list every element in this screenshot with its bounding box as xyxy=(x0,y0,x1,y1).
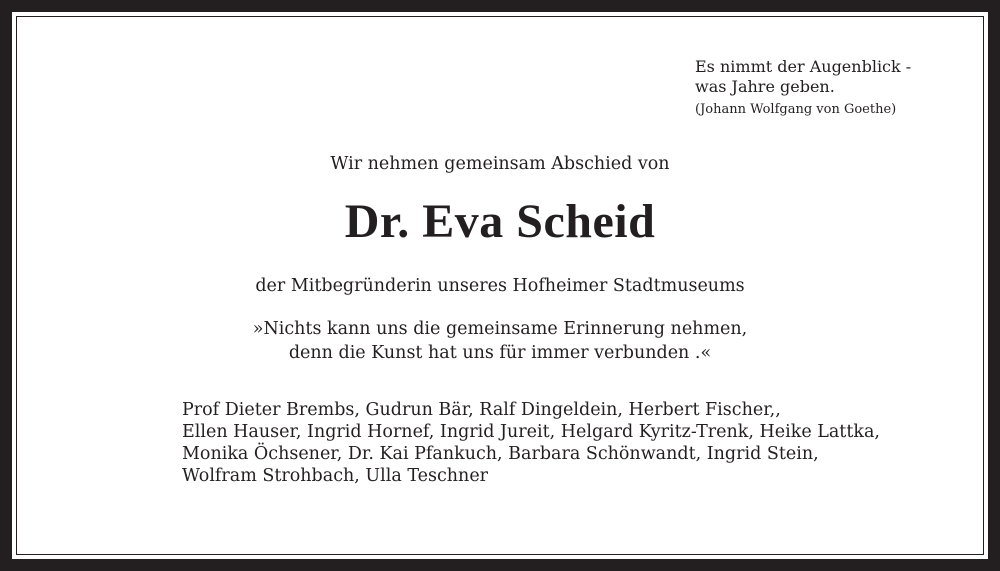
signers-line: Wolfram Strohbach, Ulla Teschner xyxy=(182,466,489,486)
quote-line-2: was Jahre geben. xyxy=(695,77,835,96)
motto-line-2: denn die Kunst hat uns für immer verbunden .« xyxy=(288,343,712,363)
quote-author: (Johann Wolfgang von Goethe) xyxy=(695,102,897,117)
signers-line: Ellen Hauser, Ingrid Hornef, Ingrid Jureit, Helgard Kyritz-Trenk, Heike Lattka, xyxy=(182,422,880,442)
quote-line-1: Es nimmt der Augenblick - xyxy=(695,57,912,76)
goethe-quote xyxy=(695,57,965,119)
signers-line: Prof Dieter Brembs, Gudrun Bär, Ralf Dingeldein, Herbert Fischer,, xyxy=(182,400,781,420)
intro-text: Wir nehmen gemeinsam Abschied von xyxy=(330,154,670,174)
signers-line: Monika Öchsener, Dr. Kai Pfankuch, Barbara Schönwandt, Ingrid Stein, xyxy=(182,444,819,464)
notice-sheet xyxy=(12,12,988,559)
role-text: der Mitbegründerin unseres Hofheimer Stadtmuseums xyxy=(255,276,745,296)
motto-quote xyxy=(12,317,988,365)
signers-list xyxy=(182,399,972,487)
motto-line-1: »Nichts kann uns die gemeinsame Erinnerung nehmen, xyxy=(252,319,748,339)
deceased-name: Dr. Eva Scheid xyxy=(344,195,656,248)
